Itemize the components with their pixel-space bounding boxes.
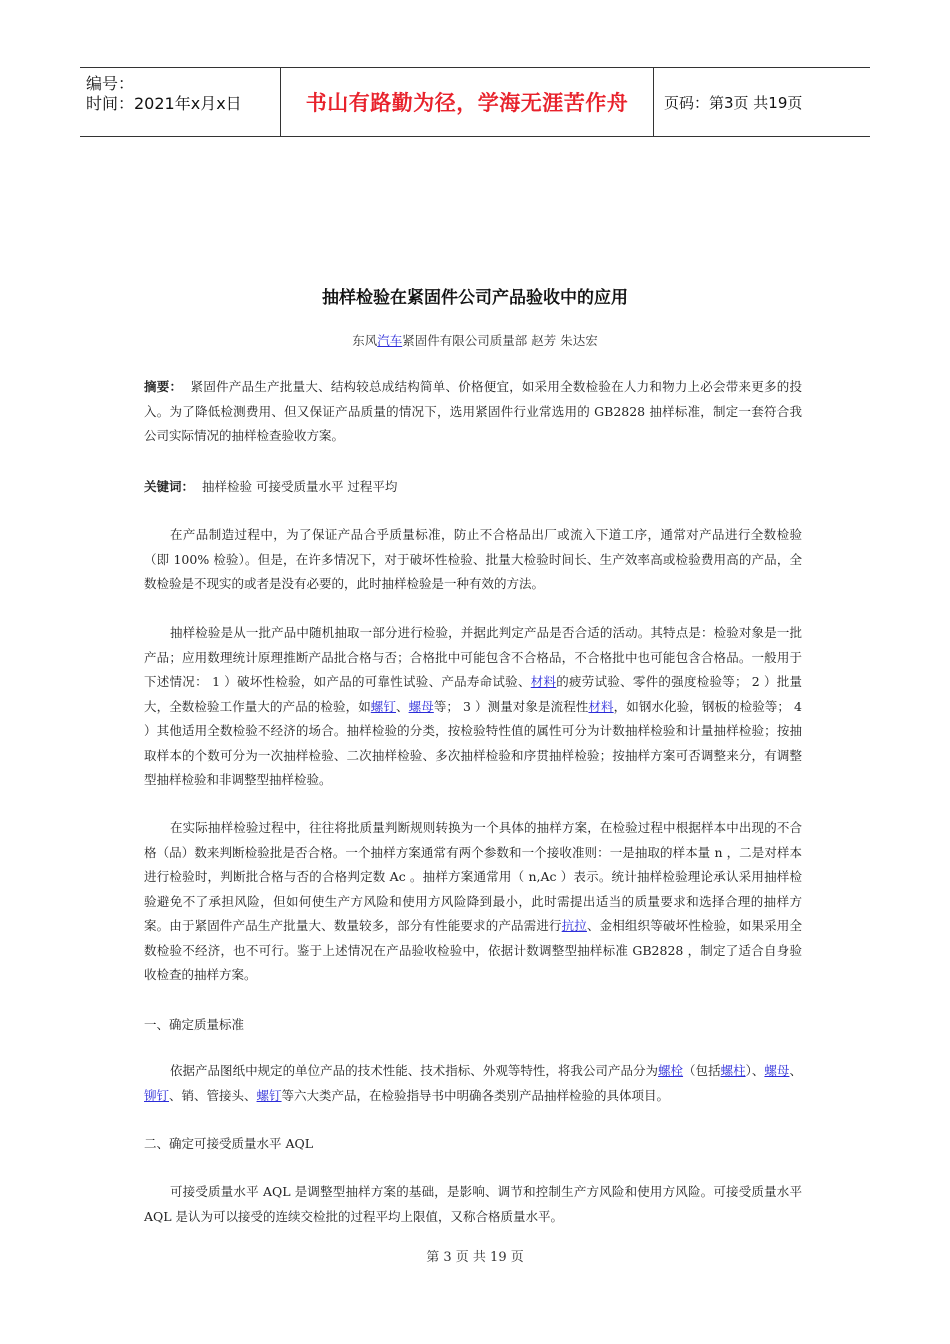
document-title: 抽样检验在紧固件公司产品验收中的应用 bbox=[322, 288, 628, 308]
link-nut-2[interactable]: 螺母 bbox=[764, 1063, 790, 1078]
para4-text-2: （包括 bbox=[683, 1063, 721, 1078]
link-stud[interactable]: 螺柱 bbox=[720, 1063, 746, 1078]
keywords-text: 抽样检验 可接受质量水平 过程平均 bbox=[201, 479, 398, 494]
section-1-heading-block bbox=[144, 1013, 802, 1038]
author-prefix: 东风 bbox=[352, 333, 378, 348]
para2-text-3: 、 bbox=[396, 698, 409, 714]
para4-text-5: 、销、管接头、 bbox=[169, 1087, 257, 1103]
section-1-heading: 一、确定质量标准 bbox=[144, 1017, 245, 1032]
para2-text-5: ，如钢水化验，钢板的检验等； 4 ）其他适用全数检验不经济的场合。抽样检验的分类，按检验特性值的属性可分为计数抽样检验和计量抽样检验；按抽取样本的个数可分为一次抽样检验、二次抽样检验、多次抽样检验和序贯抽样检验；按抽样方案可否调整来分，有调整型抽样检验和非调整型抽样检验。 bbox=[144, 698, 802, 787]
abstract-label: 摘要： bbox=[144, 379, 183, 394]
link-material-1[interactable]: 材料 bbox=[530, 674, 557, 689]
abstract-block bbox=[144, 375, 802, 449]
link-bolt[interactable]: 螺栓 bbox=[658, 1063, 684, 1078]
section-2-heading: 二、确定可接受质量水平 AQL bbox=[144, 1136, 314, 1151]
number-label: 编号： bbox=[86, 74, 135, 93]
abstract-text: 紧固件产品生产批量大、结构较总成结构简单、价格便宜，如采用全数检验在人力和物力上必会带来更多的投入。为了降低检测费用、但又保证产品质量的情况下，选用紧固件行业常选用的 GB2828 抽样标准，制定一套符合我公司实际情况的抽样检查验收方案。 bbox=[144, 379, 802, 443]
link-screw[interactable]: 螺钉 bbox=[370, 698, 396, 714]
paragraph-2 bbox=[144, 621, 802, 793]
paragraph-4 bbox=[144, 1059, 802, 1108]
link-material-2[interactable]: 材料 bbox=[588, 698, 614, 714]
para2-text-2: 的疲劳试验、零件的强度检验等； 2 ）批量大，全数检验工作量大的产品的检验，如 bbox=[144, 674, 802, 714]
link-screw-2[interactable]: 螺钉 bbox=[256, 1087, 282, 1103]
para4-text-4: 、 bbox=[789, 1063, 802, 1078]
section-2-heading-block bbox=[144, 1132, 802, 1157]
para2-text-1: 抽样检验是从一批产品中随机抽取一部分进行检验，并据此判定产品是否合适的活动。其特点是：检验对象是一批产品；应用数理统计原理推断产品批合格与否；合格批中可能包含不合格品，不合格批中也可能包含合格品。一般用于下述情况： 1 ）破坏性检验，如产品的可靠性试验、产品寿命试验、 bbox=[144, 625, 802, 689]
page-footer: 第 3 页 共 19 页 bbox=[426, 1250, 524, 1265]
link-tensile[interactable]: 抗拉 bbox=[561, 918, 587, 933]
author-link[interactable]: 汽车 bbox=[377, 333, 403, 348]
para3-text-1: 在实际抽样检验过程中，往往将批质量判断规则转换为一个具体的抽样方案，在检验过程中根据样本中出现的不合格（品）数来判断检验批是否合格。一个抽样方案通常有两个参数和一个接收准则：一是抽取的样本量 n ，二是对样本进行检验时，判断批合格与否的合格判定数 Ac 。抽样方案通常用（ n,Ac ）表示。统计抽样检验理论承认采用抽样检验避免不了承担风险，但如何使生产方风险和使用方风险降到最小，此时需提出适当的质量要求和选择合理的抽样方案。由于紧固件产品生产批量大、数量较多，部分有性能要求的产品需进行 bbox=[144, 820, 802, 933]
author-suffix: 紧固件有限公司质量部 赵芳 朱达宏 bbox=[402, 333, 598, 348]
paragraph-3 bbox=[144, 816, 802, 988]
paragraph-5 bbox=[144, 1180, 802, 1229]
link-nut[interactable]: 螺母 bbox=[408, 698, 434, 714]
header-left-cell bbox=[80, 68, 281, 136]
paragraph-1 bbox=[144, 523, 802, 597]
author-line bbox=[0, 331, 950, 349]
keywords-block bbox=[144, 475, 802, 500]
para4-text-6: 等六大类产品，在检验指导书中明确各类别产品抽样检验的具体项目。 bbox=[281, 1087, 670, 1103]
link-rivet[interactable]: 铆钉 bbox=[144, 1087, 170, 1103]
paragraph-5-text: 可接受质量水平 AQL 是调整型抽样方案的基础，是影响、调节和控制生产方风险和使用方风险。可接受质量水平 AQL 是认为可以接受的连续交检批的过程平均上限值，又称合格质量水平。 bbox=[144, 1184, 802, 1224]
header-table bbox=[80, 67, 870, 137]
paragraph-1-text: 在产品制造过程中，为了保证产品合乎质量标准，防止不合格品出厂或流入下道工序，通常对产品进行全数检验（即 100% 检验）。但是，在许多情况下，对于破坏性检验、批量大检验时间长、生产效率高或检验费用高的产品，全数检验是不现实的或者是没有必要的，此时抽样检验是一种有效的方法。 bbox=[144, 527, 802, 591]
para3-text-2: 、金相组织等破坏性检验，如果采用全数检验不经济，也不可行。鉴于上述情况在产品验收检验中，依据计数调整型抽样标准 GB2828 ，制定了适合自身验收检查的抽样方案。 bbox=[144, 918, 802, 982]
keywords-label: 关键词： bbox=[144, 479, 195, 494]
header-motto: 书山有路勤为径，学海无涯苦作舟 bbox=[281, 68, 654, 136]
header-page-info: 页码：第3页 共19页 bbox=[664, 93, 803, 112]
para4-text-3: ）、 bbox=[745, 1063, 765, 1078]
para2-text-4: 等； 3 ）测量对象是流程性 bbox=[433, 698, 589, 714]
time-label: 时间：2021年x月x日 bbox=[86, 94, 242, 113]
para4-text-1: 依据产品图纸中规定的单位产品的技术性能、技术指标、外观等特性，将我公司产品分为 bbox=[170, 1063, 659, 1078]
